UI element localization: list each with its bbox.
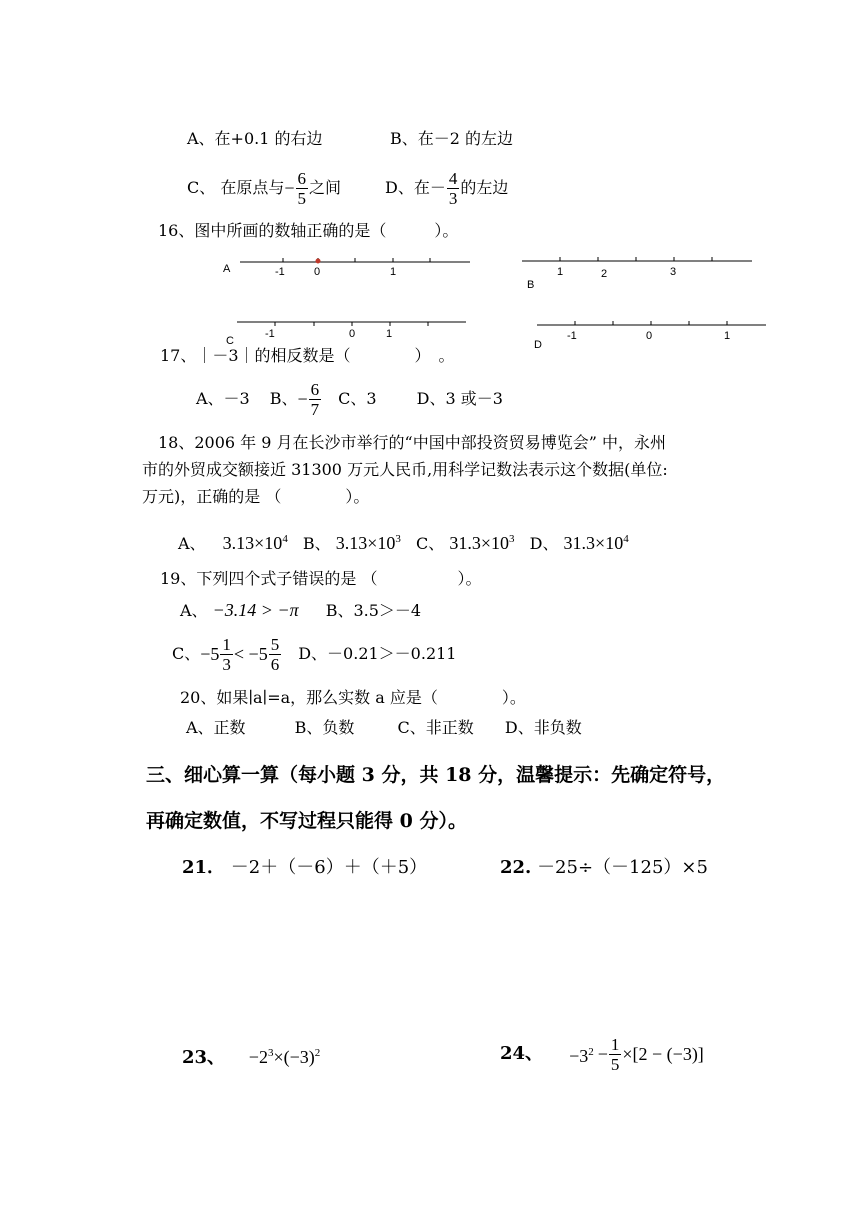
q23-label: 23、 [182,1047,226,1068]
q24-base: $-3^2$ [569,1046,594,1066]
q15-option-d [385,166,508,210]
q19-option-c-whole-1: −5 [200,644,220,664]
q19-option-c-relation: < −5 [233,644,268,664]
q15-option-c [187,166,341,210]
axis-c-letter: C [226,335,234,347]
axis-d-letter: D [534,339,542,350]
axis-d [534,321,766,350]
q21-label: 21． [182,857,226,878]
axis-a-tick-1: -1 [275,266,285,278]
q18-option-a: $3.13\times 10^4$ [222,533,288,553]
q17-option-c: C、3 [338,389,377,408]
q17-option-d: D、3 或－3 [416,389,503,408]
q19-option-a-label: A、 [180,601,208,620]
q16-stem: 16、图中所画的数轴正确的是（ ）。 [158,221,459,240]
q20-option-d: D、非负数 [504,718,582,737]
q15-option-a: A、在+0.1 的右边 [187,129,323,148]
q24-label: 24、 [500,1043,544,1064]
q18-option-c: $31.3\times 10^3$ [449,533,515,553]
axis-a [223,258,470,278]
axis-a-tick-3: 1 [390,266,397,278]
q20-options [186,717,582,739]
section-3-heading-line-1: 三、细心算一算（每小题 3 分，共 18 分，温馨提示：先确定符号， [146,764,726,786]
axis-d-tick-3: 1 [724,330,731,342]
q24 [500,1030,704,1078]
q15-option-b: B、在－2 的左边 [390,129,514,148]
q22-expression: －25÷（－125）×5 [537,857,708,878]
q17-option-b-fraction [309,380,322,419]
q19-options-ab [180,599,421,622]
q17-option-a: A、－3 [196,389,250,408]
q15-option-d-suffix: 的左边 [460,178,509,197]
q18-option-b-label: B、 [302,534,331,553]
origin-dot [316,259,321,264]
q19-option-c-fraction-1 [220,635,233,674]
q19-option-d: D、－0.21＞－0.211 [298,644,457,663]
q21 [182,857,427,879]
q20-option-c: C、非正数 [397,718,474,737]
q19-option-c-label: C、 [172,644,201,663]
fraction-denominator: 7 [310,399,320,419]
q19-options-cd [172,632,456,676]
q19-option-b: B、3.5＞－4 [325,601,422,620]
q15-option-c-suffix: 之间 [309,178,342,197]
fraction-numerator: 6 [297,168,306,188]
q24-fraction [609,1035,622,1074]
q18-option-b: $3.13\times 10^3$ [335,533,401,553]
axis-a-tick-2: 0 [314,266,321,278]
fraction-denominator: 5 [297,188,306,208]
axis-b-tick-2: 2 [601,268,608,280]
q17-stem: 17、｜－3｜的相反数是（ ） 。 [160,346,455,365]
q15-option-c-fraction [296,169,309,208]
axis-d-tick-2: 0 [646,330,653,342]
fraction-numerator: 4 [448,168,458,188]
fraction-numerator: 1 [610,1034,620,1054]
axis-c-tick-1: -1 [265,328,275,340]
q20-stem: 20、如果∣a∣=a，那么实数 a 应是（ ）。 [180,688,526,707]
axis-a-letter: A [223,263,231,275]
q18-option-d: $31.3\times 10^4$ [563,533,629,553]
axis-b-tick-3: 3 [670,266,677,278]
q22-label: 22. [500,857,532,878]
q18-line-1: 18、2006 年 9 月在长沙市举行的“中国中部投资贸易博览会” 中，永州 [158,433,666,452]
q18-options [178,528,629,555]
q18-line-2: 市的外贸成交额接近 31300 万元人民币,用科学记数法表示这个数据(单位: [142,460,668,479]
fraction-denominator: 3 [448,188,458,208]
q23 [182,1042,320,1069]
fraction-numerator: 6 [310,379,320,399]
axis-c-tick-3: 1 [386,328,393,340]
q19-option-c-fraction-2 [269,635,282,674]
axis-c [226,322,466,347]
number-line-figure [0,250,860,350]
axis-d-tick-1: -1 [567,330,577,342]
q15-option-c-prefix: C、 在原点与 [187,178,285,197]
fraction-numerator: 1 [222,634,231,654]
q15-option-d-fraction [447,169,460,208]
q18-option-d-label: D、 [529,534,559,553]
q22 [500,857,708,879]
q21-expression: －2＋（－6）＋（＋5） [230,857,428,878]
axis-c-tick-2: 0 [349,328,356,340]
q24-minus: − [597,1044,608,1064]
fraction-denominator: 6 [270,654,280,674]
q17-options [196,377,503,421]
q19-option-a: −3.14 > −π [212,600,299,620]
section-3-heading-line-2: 再确定数值，不写过程只能得 0 分）。 [146,810,467,832]
q17-option-b-label: B、 [269,389,298,408]
q18-option-c-label: C、 [416,534,445,553]
q17-option-b-sign: − [297,389,308,409]
q18-line-3: 万元)，正确的是 （ ）。 [142,487,370,506]
q20-option-b: B、负数 [294,718,355,737]
q23-expression: $-2^3\times(-3)^2$ [248,1047,321,1067]
fraction-denominator: 3 [222,654,231,674]
fraction-denominator: 5 [610,1054,620,1074]
q19-stem: 19、下列四个式子错误的是 （ ）。 [160,569,482,588]
q15-option-d-prefix: D、在－ [385,178,446,197]
axis-b-tick-1: 1 [557,266,564,278]
axis-b-letter: B [527,279,535,291]
q18-option-a-label: A、 [178,534,206,553]
fraction-numerator: 5 [270,634,280,654]
q24-bracket-expression: ×[2 − (−3)] [622,1044,704,1064]
q20-option-a: A、正数 [186,718,246,737]
q15-option-c-sign: − [284,178,295,198]
axis-b [522,257,752,291]
